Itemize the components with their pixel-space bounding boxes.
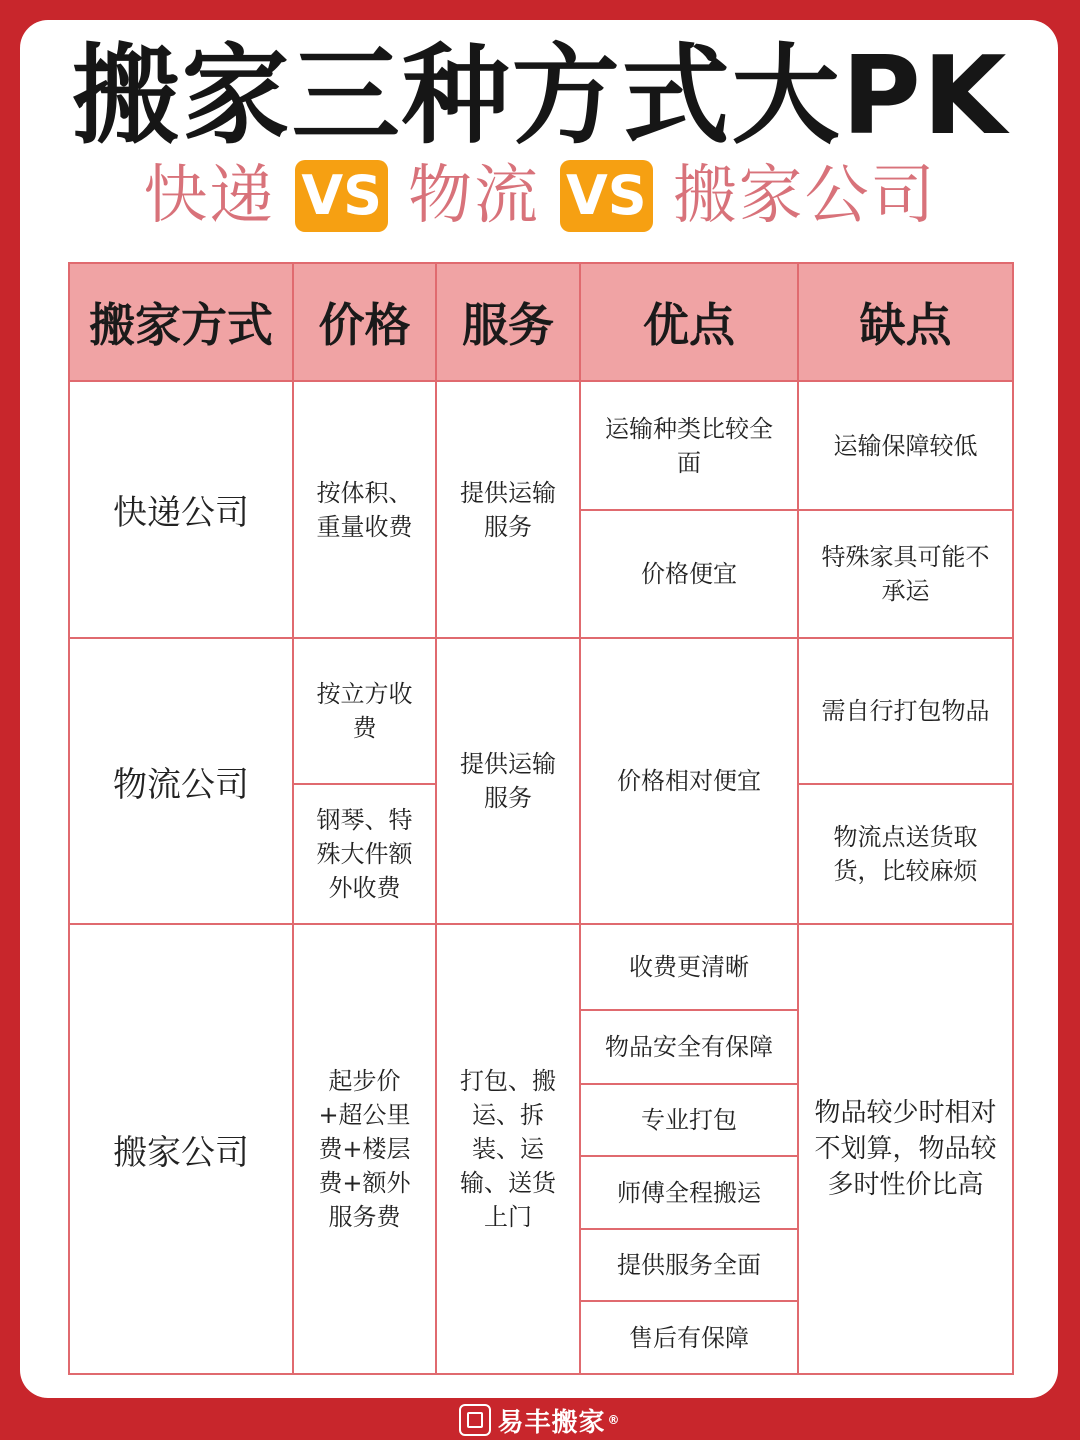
vs-badge: VS <box>560 160 653 232</box>
service-express: 提供运输服务 <box>436 381 580 638</box>
comparison-table <box>68 262 1014 1375</box>
table-row <box>69 924 1013 1010</box>
method-logistics: 物流公司 <box>69 638 293 924</box>
header-price: 价格 <box>293 263 436 381</box>
con-moving: 物品较少时相对不划算，物品较多时性价比高 <box>798 924 1013 1374</box>
pro-express-2: 价格便宜 <box>580 510 798 638</box>
con-logistics-1: 需自行打包物品 <box>798 638 1013 784</box>
con-logistics-2: 物流点送货取货，比较麻烦 <box>798 784 1013 924</box>
subtitle-express: 快递 <box>143 159 276 233</box>
table-row <box>69 381 1013 510</box>
header-pros: 优点 <box>580 263 798 381</box>
header-service: 服务 <box>436 263 580 381</box>
method-moving: 搬家公司 <box>69 924 293 1374</box>
pro-moving-1: 收费更清晰 <box>580 924 798 1010</box>
brand-name: 易丰搬家 <box>497 1407 606 1438</box>
registered-mark: ® <box>607 1413 621 1427</box>
service-logistics: 提供运输服务 <box>436 638 580 924</box>
footer <box>0 1400 1080 1440</box>
pro-moving-4: 师傅全程搬运 <box>580 1156 798 1229</box>
pro-moving-5: 提供服务全面 <box>580 1229 798 1301</box>
table-header-row <box>69 263 1013 381</box>
price-moving: 起步价+超公里费+楼层费+额外服务费 <box>293 924 436 1374</box>
page-title: 搬家三种方式大PK <box>71 34 1009 159</box>
method-express: 快递公司 <box>69 381 293 638</box>
pro-express-1: 运输种类比较全面 <box>580 381 798 510</box>
subtitle-bar <box>0 156 1080 236</box>
pro-logistics: 价格相对便宜 <box>580 638 798 924</box>
table-row <box>69 638 1013 784</box>
con-express-2: 特殊家具可能不承运 <box>798 510 1013 638</box>
price-express: 按体积、重量收费 <box>293 381 436 638</box>
subtitle-logistics: 物流 <box>408 159 540 233</box>
pro-moving-3: 专业打包 <box>580 1084 798 1156</box>
header-method: 搬家方式 <box>69 263 293 381</box>
vs-badge: VS <box>295 160 388 232</box>
subtitle-moving: 搬家公司 <box>672 159 937 233</box>
price-logistics-1: 按立方收费 <box>293 638 436 784</box>
pro-moving-6: 售后有保障 <box>580 1301 798 1374</box>
service-moving: 打包、搬运、拆装、运输、送货上门 <box>436 924 580 1374</box>
price-logistics-2: 钢琴、特殊大件额外收费 <box>293 784 436 924</box>
header-cons: 缺点 <box>798 263 1013 381</box>
pro-moving-2: 物品安全有保障 <box>580 1010 798 1084</box>
brand-logo <box>459 1402 620 1439</box>
con-express-1: 运输保障较低 <box>798 381 1013 510</box>
brand-icon <box>459 1404 491 1436</box>
